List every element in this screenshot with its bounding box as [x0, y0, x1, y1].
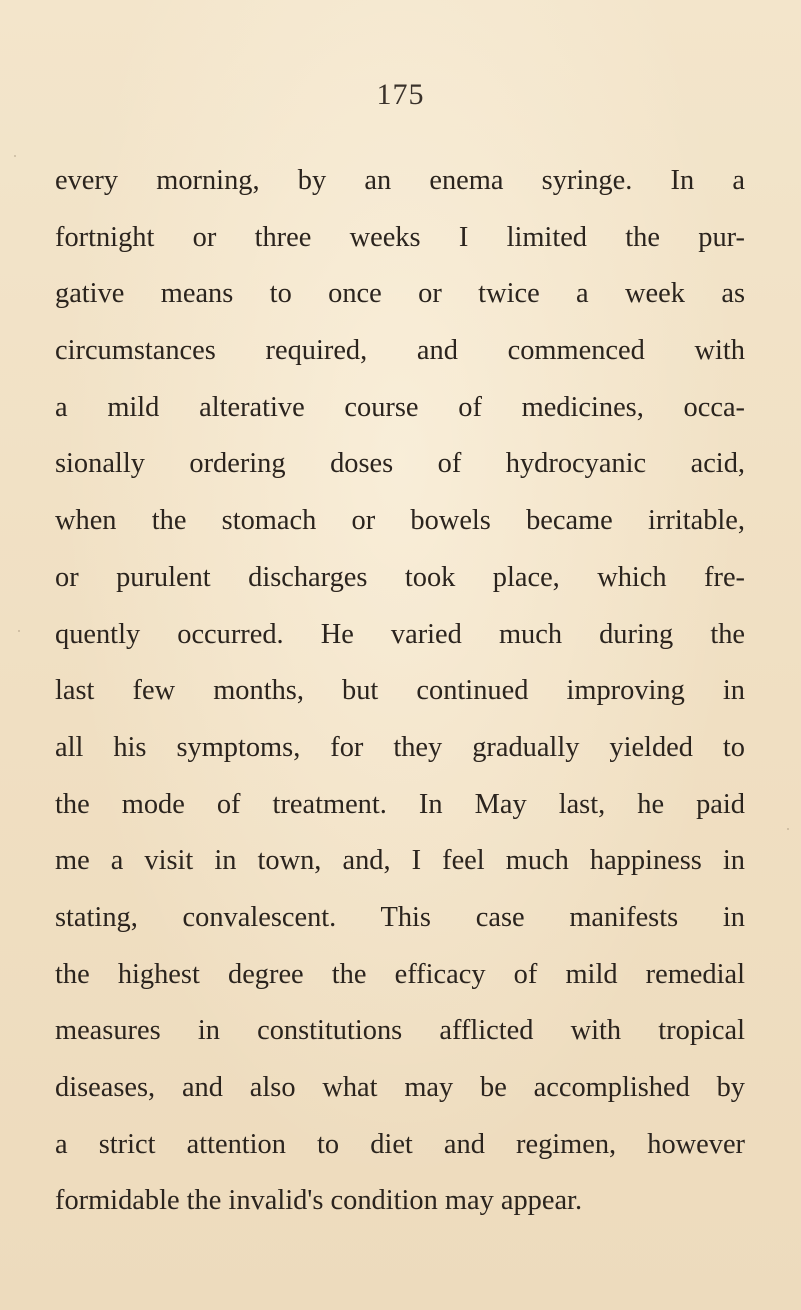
page-number: 175	[376, 78, 425, 111]
text-line: quently occurred. He varied much during the	[55, 618, 745, 650]
paper-speck	[14, 155, 16, 157]
text-line: all his symptoms, for they gradually yielded to	[55, 731, 745, 763]
paper-speck	[787, 828, 789, 830]
text-line: the mode of treatment. In May last, he paid	[55, 788, 745, 820]
text-line: a mild alterative course of medicines, occa-	[55, 391, 745, 423]
text-line: every morning, by an enema syringe. In a	[55, 165, 745, 196]
text-line: or purulent discharges took place, which fre-	[55, 561, 745, 593]
text-line: when the stomach or bowels became irritable,	[55, 505, 745, 537]
text-line: gative means to once or twice a week as	[55, 278, 745, 310]
text-line: the highest degree the efficacy of mild remedial	[55, 958, 745, 990]
paper-speck	[18, 630, 20, 632]
text-line: sionally ordering doses of hydrocyanic acid,	[55, 448, 745, 480]
text-line: a strict attention to diet and regimen, however	[55, 1128, 745, 1160]
text-line-last: formidable the invalid's condition may appear.	[55, 1185, 583, 1217]
text-line: fortnight or three weeks I limited the pur-	[55, 221, 745, 253]
text-line: diseases, and also what may be accomplished by	[55, 1072, 745, 1103]
text-line: stating, convalescent. This case manifests in	[55, 901, 745, 933]
body-text	[55, 153, 745, 1230]
text-line: me a visit in town, and, I feel much happiness in	[55, 845, 745, 877]
text-line: measures in constitutions afflicted with tropical	[55, 1015, 745, 1047]
text-line: last few months, but continued improving in	[55, 675, 745, 707]
text-line: circumstances required, and commenced with	[55, 335, 745, 367]
